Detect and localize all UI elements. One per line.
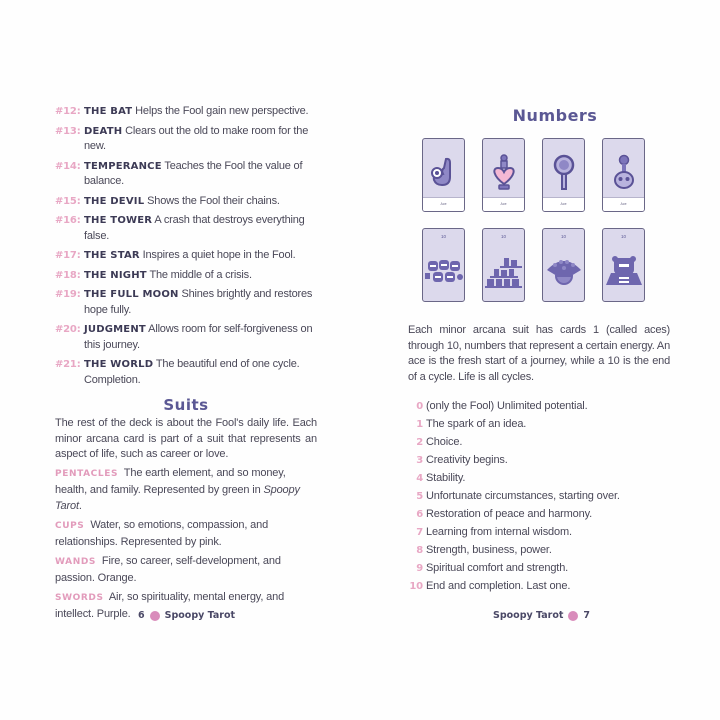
arcana-name: THE NIGHT	[84, 269, 147, 281]
ten-wands-bouquet-icon	[543, 247, 584, 297]
number-item	[408, 543, 678, 558]
pink-dot-icon	[568, 611, 578, 621]
card-label: Ace	[543, 197, 584, 211]
arcana-number: #17:	[55, 250, 81, 261]
arcana-name: JUDGMENT	[84, 324, 146, 335]
card-illustration-grid	[422, 138, 692, 318]
suit-desc: Air, so spirituality, mental energy, and intellect. Purple.	[55, 591, 285, 620]
suits-heading: Suits	[163, 396, 209, 414]
running-title: Spoopy Tarot	[164, 610, 236, 621]
arcana-item	[55, 268, 317, 284]
page-footer-left	[138, 610, 235, 621]
arcana-name: TEMPERANCE	[84, 160, 162, 172]
arcana-desc: Teaches the Fool the value of balance.	[84, 159, 303, 187]
arcana-desc: Allows room for self-forgiveness on this journey.	[84, 323, 313, 351]
number-label: 6	[416, 509, 423, 520]
arcana-name: THE FULL MOON	[84, 289, 179, 300]
ten-card	[422, 228, 465, 302]
card-label: 10	[500, 234, 506, 239]
card-label: 10	[560, 234, 566, 239]
ten-cats-cups-icon	[423, 247, 464, 297]
suit-desc: Water, so emotions, compassion, and relationships. Represented by pink.	[55, 519, 269, 548]
suit-list	[55, 465, 317, 625]
arcana-desc: Shines brightly and restores hope fully.	[84, 288, 313, 316]
number-item	[408, 417, 678, 432]
number-label: 9	[416, 563, 423, 574]
number-item	[408, 453, 678, 468]
suit-desc-tail: .	[78, 500, 82, 512]
number-label: 3	[416, 455, 423, 466]
skull-wand-icon	[543, 149, 584, 197]
number-label: 7	[416, 527, 423, 538]
suit-name: PENTACLES	[55, 469, 119, 479]
arcana-name: THE WORLD	[84, 359, 154, 370]
number-label: 1	[416, 419, 423, 430]
number-label: 2	[416, 437, 423, 448]
ten-card-row	[422, 228, 692, 302]
ten-card	[602, 228, 645, 302]
ace-card	[422, 138, 465, 212]
major-arcana-list	[55, 104, 317, 392]
number-desc: Learning from internal wisdom.	[426, 526, 572, 538]
heart-potion-bottle-icon	[483, 149, 524, 197]
suit-desc: Fire, so career, self-development, and passion. Orange.	[55, 555, 281, 584]
numbers-heading: Numbers	[512, 106, 598, 125]
arcana-number: #15:	[55, 195, 81, 207]
suit-desc: The earth element, and so money, health, and family. Represented by green in	[55, 467, 286, 496]
number-item	[408, 471, 678, 486]
number-item	[408, 579, 678, 594]
arcana-desc: The middle of a crisis.	[146, 268, 252, 281]
hand-ok-eyeball-icon	[423, 149, 464, 197]
arcana-number: #19:	[55, 289, 81, 300]
suit-name: CUPS	[55, 521, 85, 531]
suit-item-pentacles	[55, 465, 317, 514]
book-title-emphasis: Spoopy Tarot	[55, 484, 300, 512]
arcana-item	[55, 287, 317, 318]
number-label: 8	[416, 545, 423, 556]
arcana-item	[55, 159, 317, 190]
ace-card	[482, 138, 525, 212]
arcana-item	[55, 322, 317, 353]
ace-card	[602, 138, 645, 212]
number-item	[408, 507, 678, 522]
arcana-item	[55, 124, 317, 155]
page-number: 7	[583, 610, 591, 621]
pink-dot-icon	[150, 611, 160, 621]
number-desc: Stability.	[426, 472, 466, 484]
number-desc: The spark of an idea.	[426, 418, 527, 430]
number-desc: Unfortunate circumstances, starting over.	[426, 490, 620, 502]
number-label: 5	[416, 491, 423, 502]
page-number: 6	[138, 610, 145, 621]
arcana-desc: Clears out the old to make room for the new.	[84, 124, 309, 152]
number-item	[408, 399, 678, 414]
number-desc: (only the Fool) Unlimited potential.	[426, 400, 588, 412]
number-desc: End and completion. Last one.	[426, 580, 571, 592]
skull-rose-pentacle-icon	[603, 149, 644, 197]
arcana-number: #21:	[55, 359, 81, 370]
number-item	[408, 489, 678, 504]
ace-card-row	[422, 138, 692, 212]
suit-item-cups	[55, 517, 317, 550]
card-label: Ace	[603, 197, 644, 211]
arcana-desc: Shows the Fool their chains.	[144, 194, 280, 207]
numbers-intro-paragraph: Each minor arcana suit has cards 1 (called aces) through 10, numbers that represent a certain energy. An ace is the fresh start of a journey, while a 10 is the end of a cycle. Life is all cycles.	[408, 324, 670, 383]
number-meaning-list	[408, 399, 678, 597]
arcana-desc: A crash that destroys everything false.	[84, 214, 305, 242]
ten-card	[482, 228, 525, 302]
suit-item-wands	[55, 553, 317, 586]
arcana-desc: The beautiful end of one cycle. Completion.	[84, 358, 300, 386]
page-footer-right	[493, 610, 590, 621]
suits-intro-paragraph: The rest of the deck is about the Fool's daily life. Each minor arcana card is part of a suit that represents an aspect of life, such as career or love.	[55, 417, 317, 460]
arcana-name: THE STAR	[84, 250, 140, 261]
arcana-item	[55, 357, 317, 388]
ten-swords-bear-icon	[603, 247, 644, 297]
arcana-number: #20:	[55, 324, 81, 335]
ace-card	[542, 138, 585, 212]
arcana-item	[55, 194, 317, 210]
number-label: 4	[416, 473, 423, 484]
arcana-item	[55, 248, 317, 264]
ten-bottles-shelf-icon	[483, 247, 524, 297]
card-label: 10	[440, 234, 446, 239]
arcana-number: #12:	[55, 106, 81, 117]
number-label: 0	[416, 401, 423, 412]
arcana-desc: Helps the Fool gain new perspective.	[132, 105, 309, 117]
running-title: Spoopy Tarot	[493, 610, 564, 621]
arcana-desc: Inspires a quiet hope in the Fool.	[139, 249, 296, 261]
arcana-number: #14:	[55, 160, 81, 172]
card-label: Ace	[423, 197, 464, 211]
arcana-number: #16:	[55, 215, 81, 226]
card-label: 10	[620, 234, 626, 239]
number-item	[408, 525, 678, 540]
number-item	[408, 435, 678, 450]
number-desc: Spiritual comfort and strength.	[426, 562, 569, 574]
card-label: Ace	[483, 197, 524, 211]
arcana-item	[55, 104, 317, 120]
arcana-name: THE TOWER	[84, 215, 153, 226]
number-desc: Strength, business, power.	[426, 544, 552, 556]
number-desc: Restoration of peace and harmony.	[426, 508, 593, 520]
suit-name: WANDS	[55, 557, 96, 567]
number-item	[408, 561, 678, 576]
arcana-number: #13:	[55, 125, 81, 137]
ten-card	[542, 228, 585, 302]
arcana-item	[55, 213, 317, 244]
arcana-number: #18:	[55, 269, 81, 281]
number-label: 10	[409, 581, 423, 592]
arcana-name: DEATH	[84, 125, 123, 137]
number-desc: Creativity begins.	[426, 454, 508, 466]
arcana-name: THE DEVIL	[84, 195, 145, 207]
suit-name: SWORDS	[55, 593, 104, 603]
right-page	[360, 0, 720, 720]
number-desc: Choice.	[426, 436, 463, 448]
arcana-name: THE BAT	[84, 106, 133, 117]
